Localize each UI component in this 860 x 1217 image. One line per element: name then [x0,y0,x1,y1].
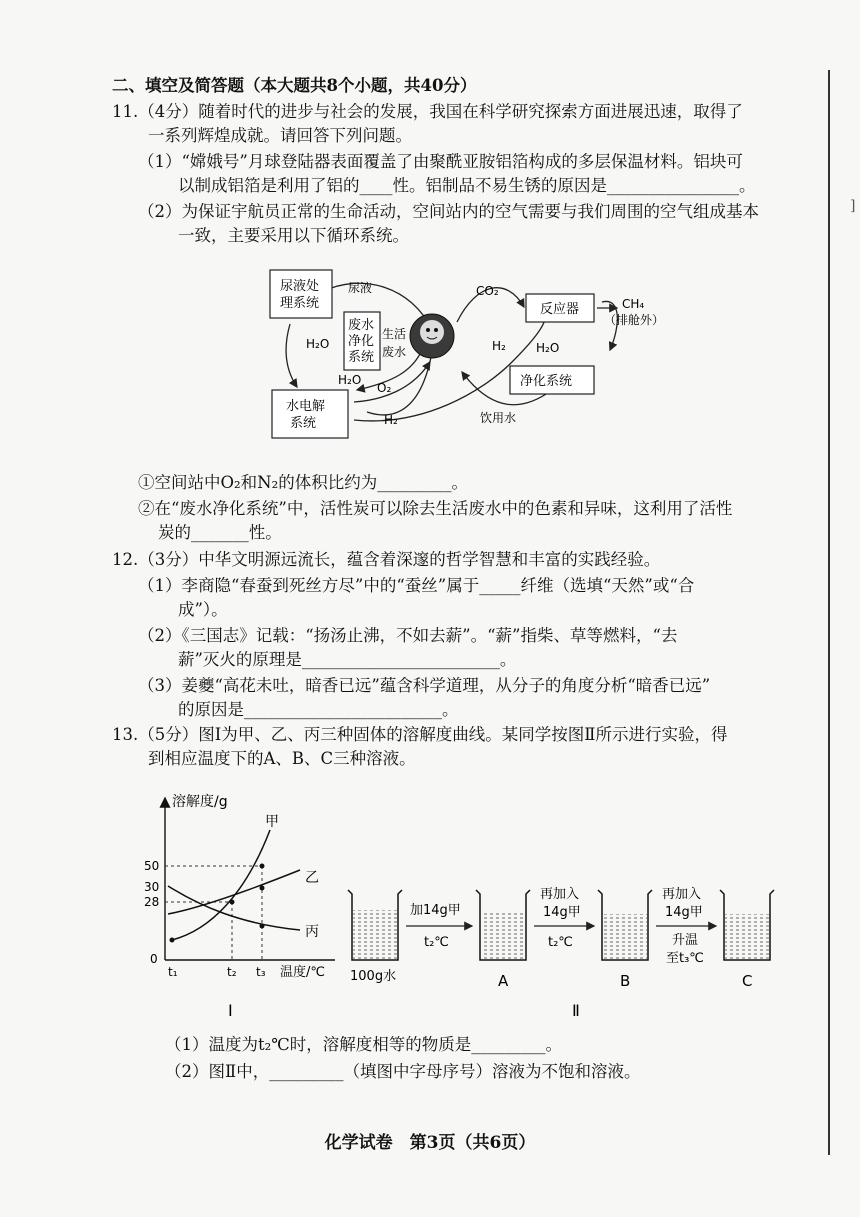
page-footer: 化学试卷 第3页（共6页） [324,1133,536,1153]
q13-part2: （2）图Ⅱ中，_________（填图中字母序号）溶液为不饱和溶液。 [165,1062,641,1081]
q12-part1-line1: （1）李商隐“春蚕到死丝方尽”中的“蚕丝”属于_____纤维（选填“天然”或“合 [138,576,695,595]
q11-part1-line1: （1）“嫦娥号”月球登陆器表面覆盖了由聚酰亚胺铝箔构成的多层保温材料。铝块可 [138,152,743,171]
q12-part2-line2: 薪”灭火的原理是________________________。 [178,650,517,669]
q13-stem-line1: 13.（5分）图Ⅰ为甲、乙、丙三种固体的溶解度曲线。某同学按图Ⅱ所示进行实验，得 [112,725,728,744]
beaker-b [598,890,652,960]
space-station-cycle-diagram [262,262,682,447]
h2-right-label: H₂ [492,339,506,353]
q11-stem-line2: 一系列辉煌成就。请回答下列问题。 [148,126,412,145]
y-tick-30: 30 [144,880,160,894]
step3-top-line1: 再加入 [662,887,702,902]
vented-label: （排舱外） [604,313,665,327]
beaker-c [720,890,774,960]
step1-bottom-label: t₂℃ [424,935,449,950]
h2o-right-label: H₂O [536,341,560,355]
q11-sub2-line2: 炭的_______性。 [158,523,282,542]
y-tick-28: 28 [144,895,160,909]
edge-mark: ] [850,198,856,214]
step1-top-label: 加14g甲 [410,903,461,918]
ch4-label: CH₄ [622,297,645,311]
label-jia: 甲 [265,814,279,830]
figure-2-label: Ⅱ [572,1001,580,1020]
experiment-diagram [340,880,785,1020]
y-tick-0: 0 [150,952,158,966]
q12-part2-line1: （2）《三国志》记载：“扬汤止沸，不如去薪”。“薪”指柴、草等燃料，“去 [138,626,678,645]
x-tick-t1: t₁ [168,965,178,979]
drinking-water-label: 饮用水 [480,411,517,425]
label-yi: 乙 [305,870,319,886]
curve-jia [172,830,270,940]
h2o-left-label: H₂O [306,337,330,351]
x-tick-t2: t₂ [227,965,237,979]
step3-bottom-line1: 升温 [672,933,699,948]
reactor-box-label: 反应器 [540,302,580,317]
q11-part2-line1: （2）为保证宇航员正常的生命活动，空间站内的空气需要与我们周围的空气组成基本 [138,202,759,221]
step2-bottom-label: t₂℃ [548,935,573,950]
wastewater-box-line2: 净化 [348,334,375,349]
h2o-mid-label: H₂O [338,373,362,387]
x-tick-t3: t₃ [256,965,266,979]
domestic-label-line1: 生活 [382,327,407,341]
h2-label: H₂ [384,413,398,427]
beaker-a [476,890,530,960]
point-t2-intersection [230,900,235,905]
figure-1-label: Ⅰ [228,1001,233,1020]
step2-top-line1: 再加入 [540,887,580,902]
q11-stem-line1: 11.（4分）随着时代的进步与社会的发展，我国在科学研究探索方面进展迅速，取得了 [112,102,743,121]
solubility-curve-graph [140,790,340,1025]
water-label: 100g水 [350,969,397,984]
q13-part1: （1）温度为t₂℃时，溶解度相等的物质是_________。 [165,1035,562,1054]
wastewater-box-line1: 废水 [348,318,375,333]
section-header: 二、填空及简答题（本大题共8个小题，共40分） [112,76,477,95]
domestic-label-line2: 废水 [382,345,407,359]
margin-rule [828,70,830,1155]
urine-box-line2: 理系统 [280,296,320,311]
point-jia-t3 [260,864,265,869]
beaker-water [348,890,402,960]
q11-sub2-line1: ②在“废水净化系统”中，活性炭可以除去生活废水中的色素和异味，这利用了活性 [138,499,733,518]
beaker-b-label: B [620,972,631,990]
x-axis-label: 温度/℃ [280,965,325,980]
urine-label: 尿液 [348,281,373,295]
wastewater-box-line3: 系统 [348,350,375,365]
curve-bing [168,886,300,930]
electrolysis-box-line2: 系统 [290,416,317,431]
step2-top-line2: 14g甲 [543,905,581,920]
q12-stem: 12.（3分）中华文明源远流长，蕴含着深邃的哲学智慧和丰富的实践经验。 [112,550,661,569]
q12-part3-line2: 的原因是________________________。 [178,700,459,719]
q12-part1-line2: 成”）。 [178,600,228,619]
q11-sub1: ①空间站中O₂和N₂的体积比约为_________。 [138,473,468,492]
point-yi-t3 [260,886,265,891]
q12-part3-line1: （3）姜夔“高花未吐，暗香已远”蕴含科学道理，从分子的角度分析“暗香已远” [138,676,711,695]
electrolysis-box-line1: 水电解 [286,399,326,414]
co2-label: CO₂ [476,284,499,298]
label-bing: 丙 [305,924,319,940]
y-tick-50: 50 [144,859,160,873]
q11-part2-line2: 一致，主要采用以下循环系统。 [178,226,409,245]
astronaut-icon [410,314,454,358]
o2-label: O₂ [377,381,392,395]
purification-box-label: 净化系统 [520,374,573,389]
curve-yi [168,870,300,914]
point-jia-t1 [170,938,175,943]
q13-stem-line2: 到相应温度下的A、B、C三种溶液。 [148,749,416,768]
left-h2o-arrow [286,324,297,387]
step3-bottom-line2: 至t₃℃ [666,951,704,966]
q11-part1-line2: 以制成铝箔是利用了铝的____性。铝制品不易生锈的原因是________________。 [178,176,756,195]
y-axis-label: 溶解度/g [172,794,228,810]
beaker-c-label: C [742,972,753,990]
step3-top-line2: 14g甲 [665,905,703,920]
h2-arrow [354,302,546,421]
point-bing-t3 [260,924,265,929]
urine-box-line1: 尿液处 [280,279,320,294]
beaker-a-label: A [498,972,509,990]
